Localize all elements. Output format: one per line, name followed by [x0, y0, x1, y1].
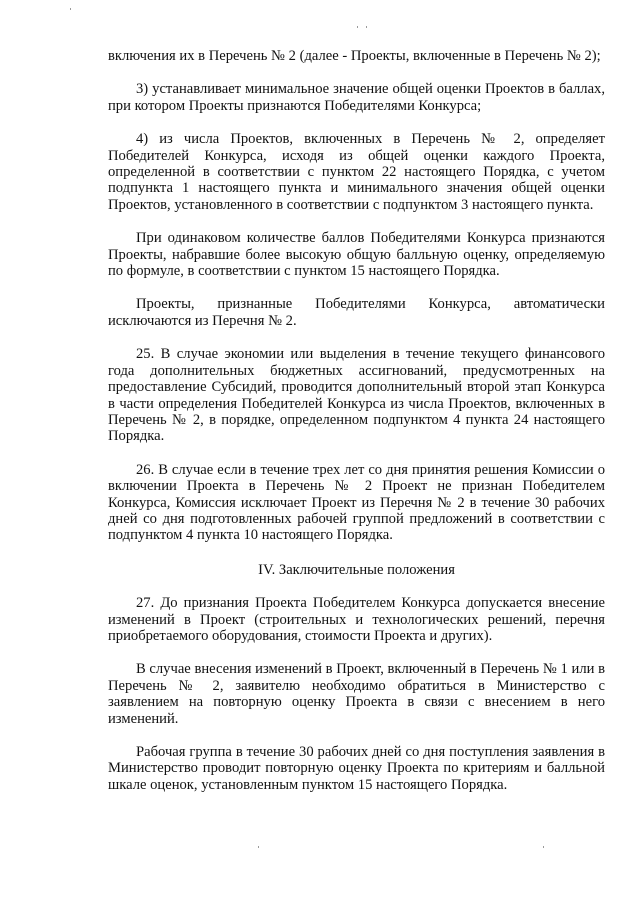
paragraph-continuation: включения их в Перечень № 2 (далее - Проекты, включенные в Перечень № 2);	[108, 48, 601, 64]
scan-speck	[543, 846, 544, 848]
paragraph-item-25: 25. В случае экономии или выделения в течение текущего финансового года дополнительных бюджетных ассигнований, предусмотренных на предоставление Субсидий, проводится дополнительный второй этап Конкурса в части определения Победителей Конкурса из числа Проектов, включенных в Перечень № 2, в порядке, определенном подпунктом 4 пункта 24 настоящего Порядка.	[108, 346, 605, 445]
paragraph-item-26: 26. В случае если в течение трех лет со дня принятия решения Комиссии о включении Проекта в Перечень № 2 Проект не признан Победителем Конкурса, Комиссия исключает Проект из Перечня № 2 в течение 30 рабочих дней со дня подготовленных рабочей группой предложений в соответствии с подпунктом 4 пункта 10 настоящего Порядка.	[108, 461, 605, 544]
paragraph-winners-excluded: Проекты, признанные Победителями Конкурса, автоматически исключаются из Перечня № 2.	[108, 296, 605, 329]
paragraph-changes: В случае внесения изменений в Проект, включенный в Перечень № 1 или в Перечень № 2, заявителю необходимо обратиться в Министерство с заявлением на повторную оценку Проекта в связи с внесением в него изменений.	[108, 661, 605, 727]
scan-speck	[357, 26, 358, 28]
scan-speck	[70, 8, 71, 10]
paragraph-equal-points: При одинаковом количестве баллов Победителями Конкурса признаются Проекты, набравшие более высокую общую балльную оценку, определяемую по формуле, в соответствии с пунктом 15 настоящего Порядка.	[108, 230, 605, 280]
section-heading: IV. Заключительные положения	[258, 561, 455, 578]
paragraph-subitem-4: 4) из числа Проектов, включенных в Перечень № 2, определяет Победителей Конкурса, исходя из общей оценки каждого Проекта, определенной в соответствии с пунктом 22 настоящего Порядка, с учетом подпункта 1 настоящего пункта и минимального значения общей оценки Проектов, установленного в соответствии с подпунктом 3 настоящего пункта.	[108, 131, 605, 213]
scan-speck	[366, 26, 367, 28]
paragraph-working-group: Рабочая группа в течение 30 рабочих дней со дня поступления заявления в Министерство проводит повторную оценку Проекта по критериям и балльной шкале оценок, установленным пунктом 15 настоящего Порядка.	[108, 744, 605, 793]
scan-speck	[258, 846, 259, 848]
document-body	[108, 48, 605, 810]
paragraph-item-27: 27. До признания Проекта Победителем Конкурса допускается внесение изменений в Проект (строительных и технологических решений, перечня приобретаемого оборудования, стоимости Проекта и других).	[108, 595, 605, 644]
paragraph-subitem-3: 3) устанавливает минимальное значение общей оценки Проектов в баллах, при котором Проекты признаются Победителями Конкурса;	[108, 81, 605, 114]
